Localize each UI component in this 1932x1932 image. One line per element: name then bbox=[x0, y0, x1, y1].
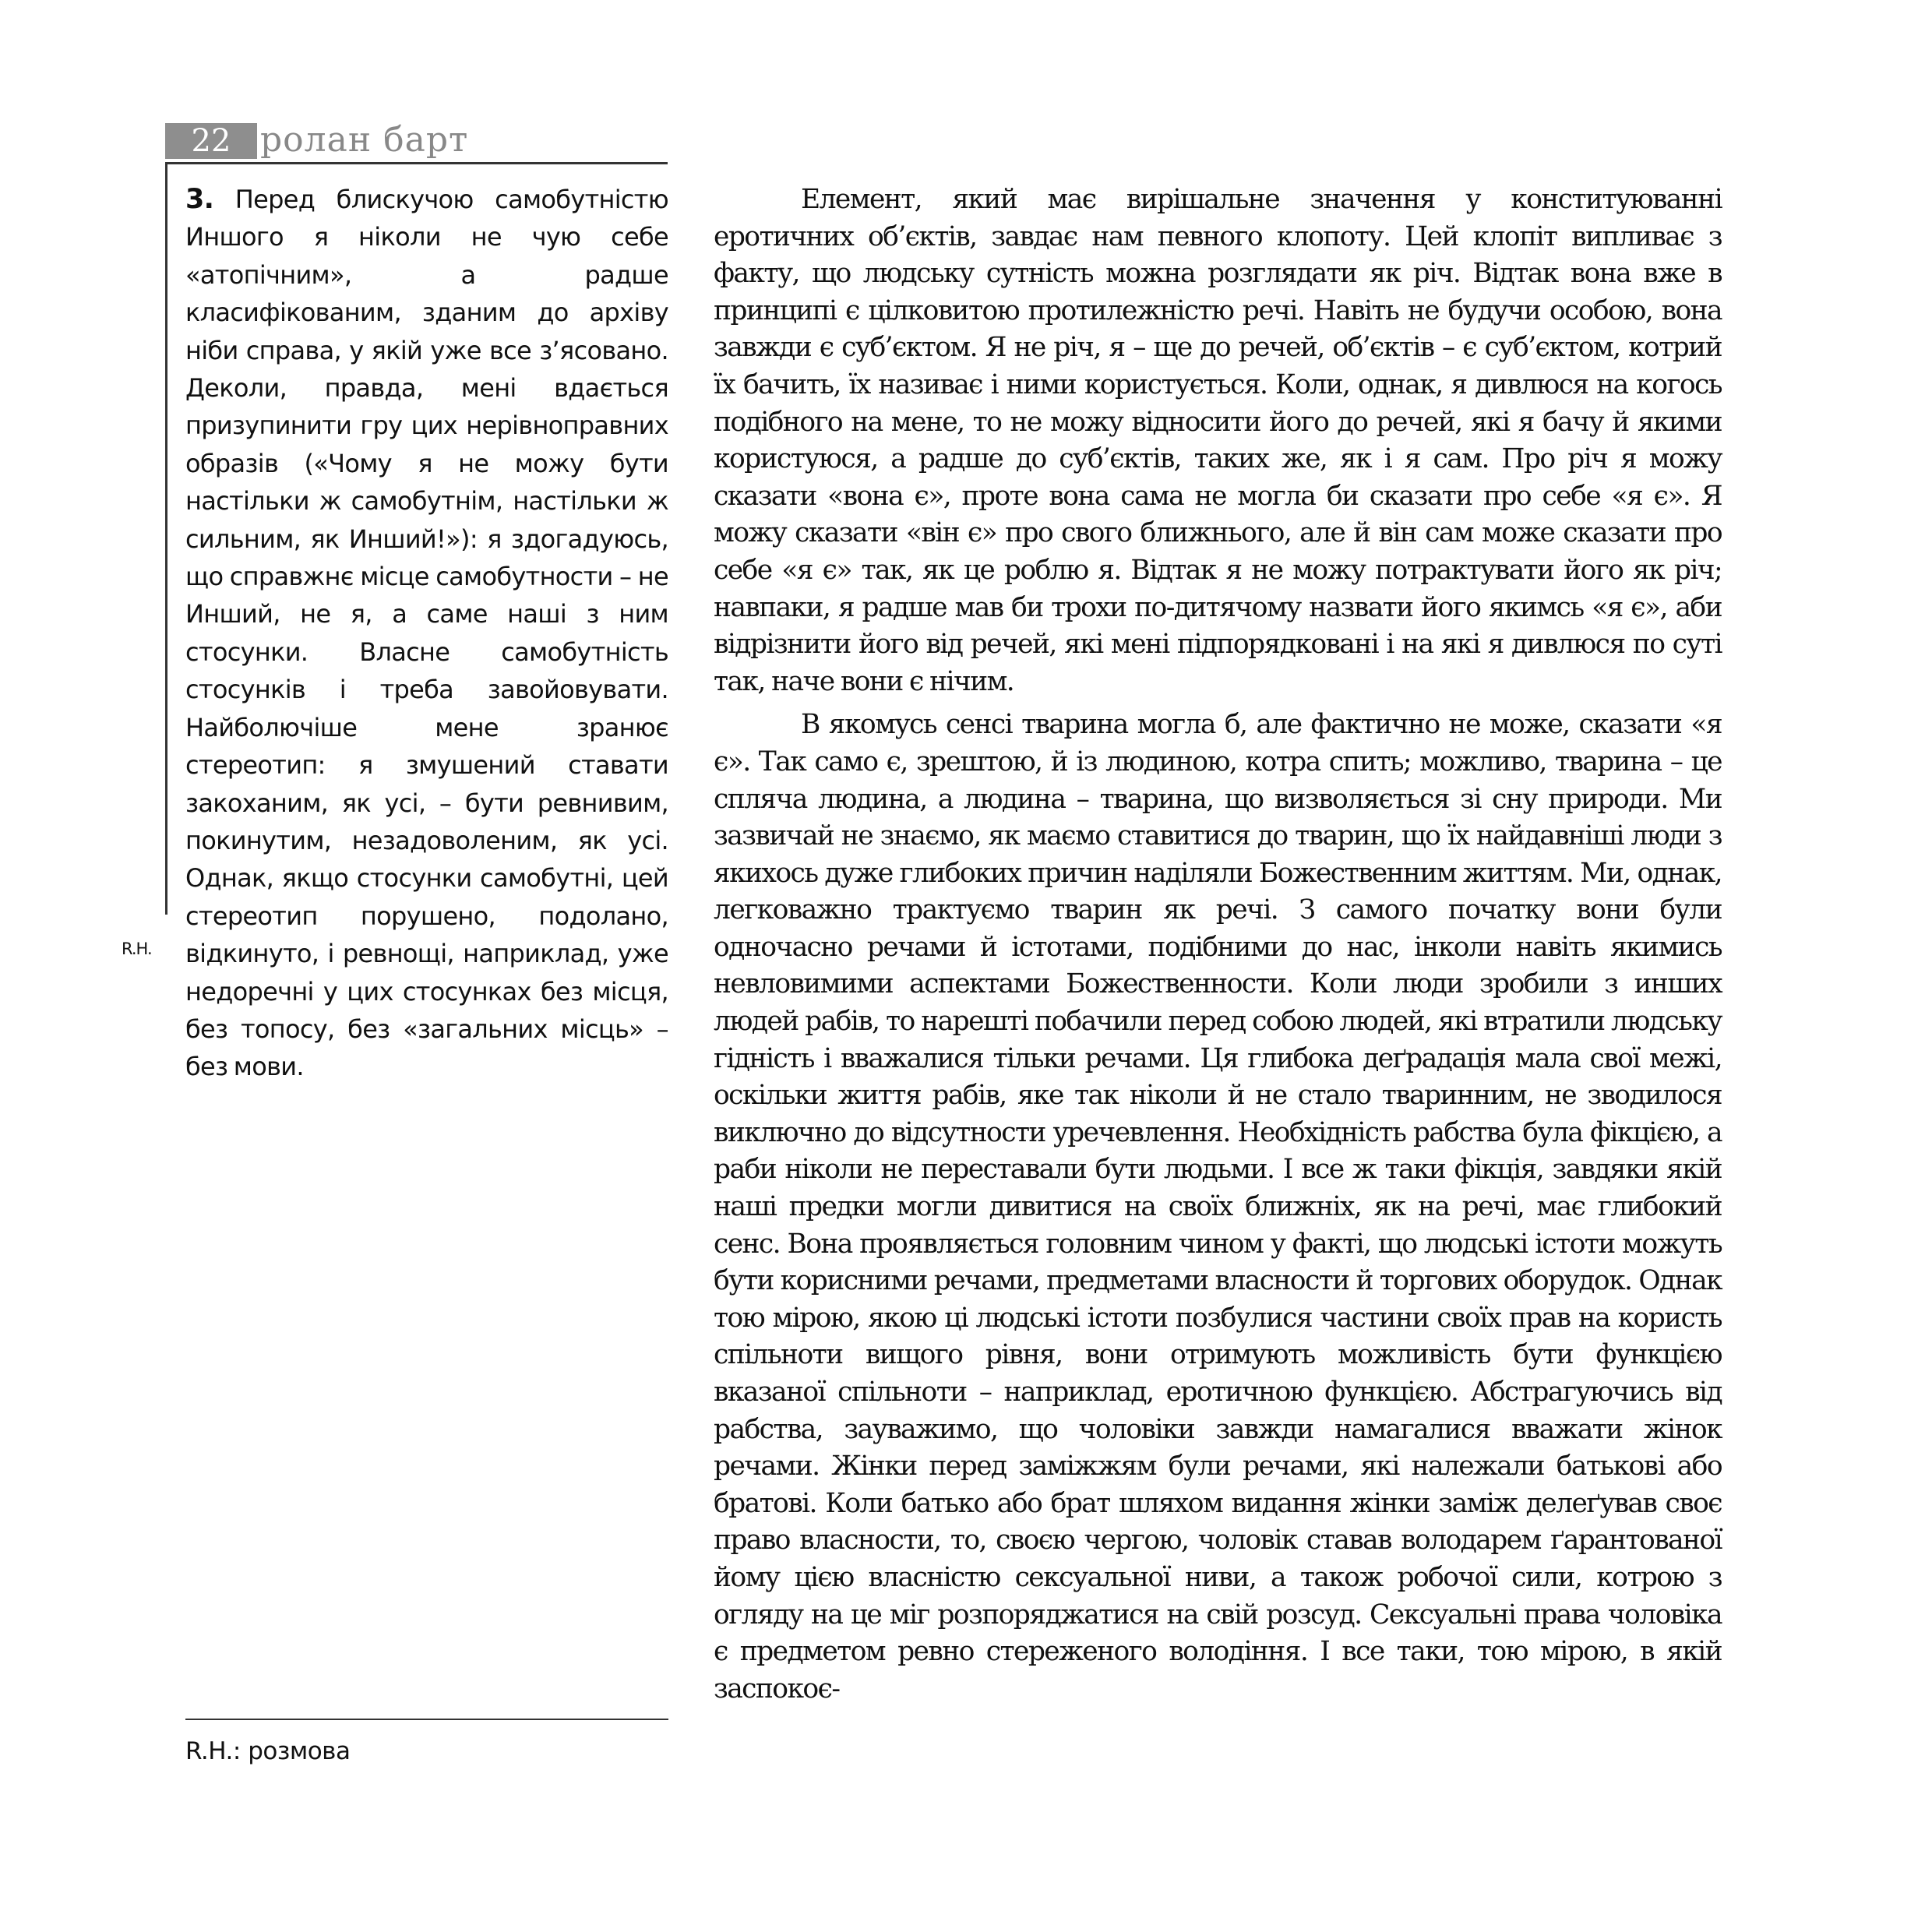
margin-note-text: Перед блискучою самобутністю Иншого я ніколи не чую себе «атопічним», а радше класифікованим, зданим до архіву ніби справа, у якій уже все з’ясовано. Деколи, правда, мені вдається призупинити гру цих нерівноправних образів («Чому я не можу бути настільки ж самобутнім, настільки ж сильним, як Инший!»): я здогадуюсь, що справжнє місце самобутности – не Инший, не я, а саме наші з ним стосунки. Власне самобутність стосунків і треба завойовувати. Найболючіше мене зранює стереотип: я змушений ставати закоханим, як усі, – бути ревнивим, покинутим, незадоволеним, як усі. Однак, якщо стосунки самобутні, цей стереотип порушено, подолано, відкинуто, і ревнощі, наприклад, уже недоречні у цих стосунках без місця, без топосу, без «загальних місць» – без мови. bbox=[185, 185, 668, 1082]
footnote-rule bbox=[185, 1719, 668, 1720]
footnote: R.H.: розмова bbox=[185, 1737, 351, 1765]
page-number: 22 bbox=[165, 123, 257, 159]
sidebar-vertical-rule bbox=[165, 162, 167, 915]
margin-side-label: R.H. bbox=[122, 940, 152, 958]
main-paragraph-1: Елемент, який має вирішальне значення у конституюванні еротичних об’єктів, завдає нам певного клопоту. Цей клопіт випливає з факту, що людську сутність можна розглядати як річ. Відтак вона вже в принципі є цілковитою протилежністю речі. Навіть не будучи особою, вона завжди є суб’єктом. Я не річ, я – ще до речей, об’єктів – є суб’єктом, котрий їх бачить, їх називає і ними користується. Коли, однак, я дивлюся на когось подібного на мене, то не можу відносити його до речей, які я бачу й якими користуюся, а радше до суб’єктів, таких же, як і я сам. Про річ я можу сказати «вона є», проте вона сама не могла би сказати про себе «я є». Я можу сказати «він є» про свого ближнього, але й він сам може сказати про себе «я є» так, як це роблю я. Відтак я не можу потрактувати його як річ; навпаки, я радше мав би трохи по-дитячому назвати його якимсь «я є», аби відрізнити його від речей, які мені підпорядковані і на які я дивлюся по суті так, наче вони є нічим. bbox=[714, 184, 1722, 697]
main-text-column bbox=[714, 182, 1722, 1714]
margin-note-number: 3. bbox=[185, 184, 214, 215]
header-rule bbox=[165, 162, 668, 164]
margin-note bbox=[185, 181, 668, 1086]
main-paragraph-2: В якомусь сенсі тварина могла б, але фактично не може, сказати «я є». Так само є, зрештою, й із людиною, котра спить; можливо, тварина – це спляча людина, а людина – тварина, що визволяється зі сну природи. Ми зазвичай не знаємо, як маємо ставитися до тварин, що їх найдавніші люди з якихось дуже глибоких причин наділяли Божественним життям. Ми, однак, легковажно трактуємо тварин як речі. З самого початку вони були одночасно речами й істотами, подібними до нас, інколи навіть якимись невловимими аспектами Божественности. Коли люди зробили з инших людей рабів, то нарешті побачили перед собою людей, які втратили людську гідність і вважалися тільки речами. Ця глибока деґрадація мала свої межі, оскільки життя рабів, яке так ніколи й не стало тваринним, не зводилося виключно до відсутности уречевлення. Необхідність рабства була фікцією, а раби ніколи не переставали бути людьми. І все ж таки фікція, завдяки якій наші предки могли дивитися на своїх ближніх, як на речі, має глибокий сенс. Вона проявляється головним чином у факті, що людські істоти можуть бути корисними речами, предметами власности й торгових оборудок. Однак тою мірою, якою ці людські істоти позбулися частини своїх прав на користь спільноти вищого рівня, вони отримують можливість бути функцією вказаної спільноти – наприклад, еротичною функцією. Абстрагуючись від рабства, зауважимо, що чоловіки завжди намагалися вважати жінок речами. Жінки перед заміжжям були речами, які належали батькові або братові. Коли батько або брат шляхом видання жінки заміж делеґував своє право власности, то, своєю чергою, чоловік ставав володарем ґарантованої йому цією власністю сексуальної ниви, а також робочої сили, котрою з огляду на це міг розпоряджатися на свій розсуд. Сексуальні права чоловіка є предметом ревно стереженого володіння. І все таки, тою мірою, в якій заспокоє- bbox=[714, 709, 1722, 1705]
running-header-author: ролан барт bbox=[260, 120, 469, 160]
